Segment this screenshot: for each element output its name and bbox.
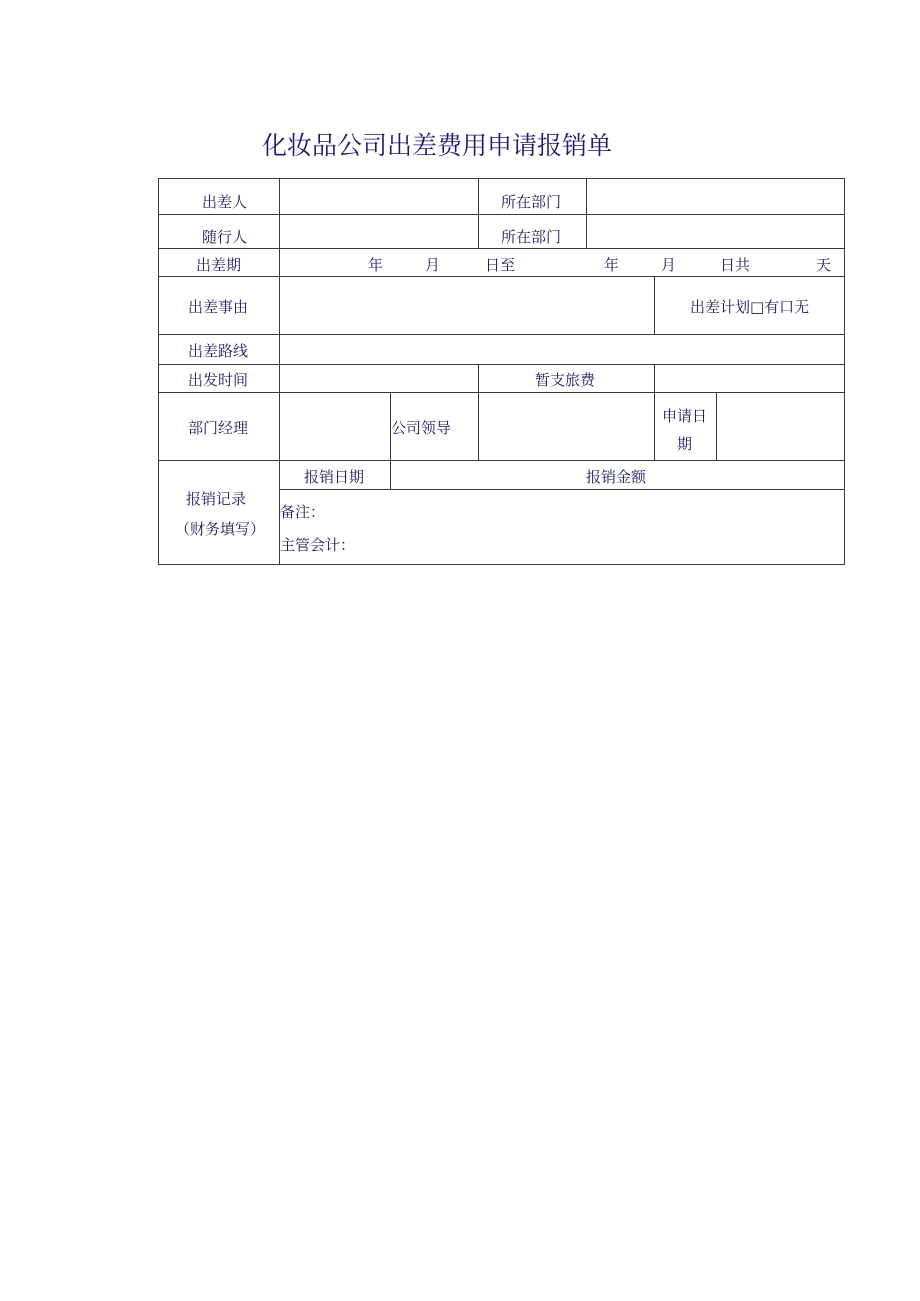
period-month-2: 月 [661,256,677,274]
table-line [158,364,845,365]
period-day-total: 日共 [720,256,751,274]
dept-manager-field[interactable] [281,394,389,459]
table-line [716,392,717,460]
period-year-2: 年 [604,256,620,274]
dept-manager-label: 部门经理 [188,419,249,437]
table-line [654,364,655,392]
route-label: 出差路线 [188,342,249,360]
department-label: 所在部门 [501,193,562,211]
table-line [158,392,845,393]
companion-label: 随行人 [202,228,248,246]
traveler-field[interactable] [281,180,477,213]
company-leader-label: 公司领导 [391,419,452,437]
reimburse-amount-label: 报销金额 [586,468,647,486]
period-month-1: 月 [425,256,441,274]
table-line [390,460,391,489]
route-field[interactable] [281,336,843,363]
apply-date-label-2: 期 [677,435,693,453]
apply-date-label-1: 申请日 [662,407,708,425]
table-line [158,248,845,249]
apply-date-field[interactable] [718,394,843,459]
table-line [478,364,479,392]
advance-field[interactable] [656,366,843,391]
table-line [586,178,587,248]
department-field[interactable] [588,180,843,213]
department2-field[interactable] [588,216,843,247]
table-line [478,392,479,460]
reimburse-label-1: 报销记录 [186,490,247,508]
note-label: 备注： [280,503,326,521]
table-line [654,392,655,460]
table-line [158,564,845,565]
table-line [844,178,845,565]
reason-label: 出差事由 [188,298,249,316]
table-line [158,276,845,277]
table-line [158,178,845,179]
table-line [158,334,845,335]
traveler-label: 出差人 [202,193,248,211]
table-line [158,460,845,461]
period-year-1: 年 [368,256,384,274]
accountant-label: 主管会计： [280,536,356,554]
depart-time-label: 出发时间 [188,371,249,389]
table-line [158,214,845,215]
period-label: 出差期 [196,256,242,274]
plan-label: 出差计划□有口无 [690,298,810,316]
companion-field[interactable] [281,216,477,247]
period-day-to: 日至 [485,256,516,274]
company-leader-field[interactable] [480,394,653,459]
department2-label: 所在部门 [501,228,562,246]
table-line [279,489,845,490]
table-line [158,178,159,565]
table-line [654,276,655,334]
reimburse-label-2: （财务填写） [175,520,266,538]
depart-time-field[interactable] [281,366,477,391]
table-line [478,178,479,248]
page-title: 化妆品公司出差费用申请报销单 [262,131,613,160]
advance-label: 暂支旅费 [535,371,596,389]
period-days: 天 [816,256,832,274]
reason-field[interactable] [281,278,653,333]
reimburse-date-label: 报销日期 [304,468,365,486]
